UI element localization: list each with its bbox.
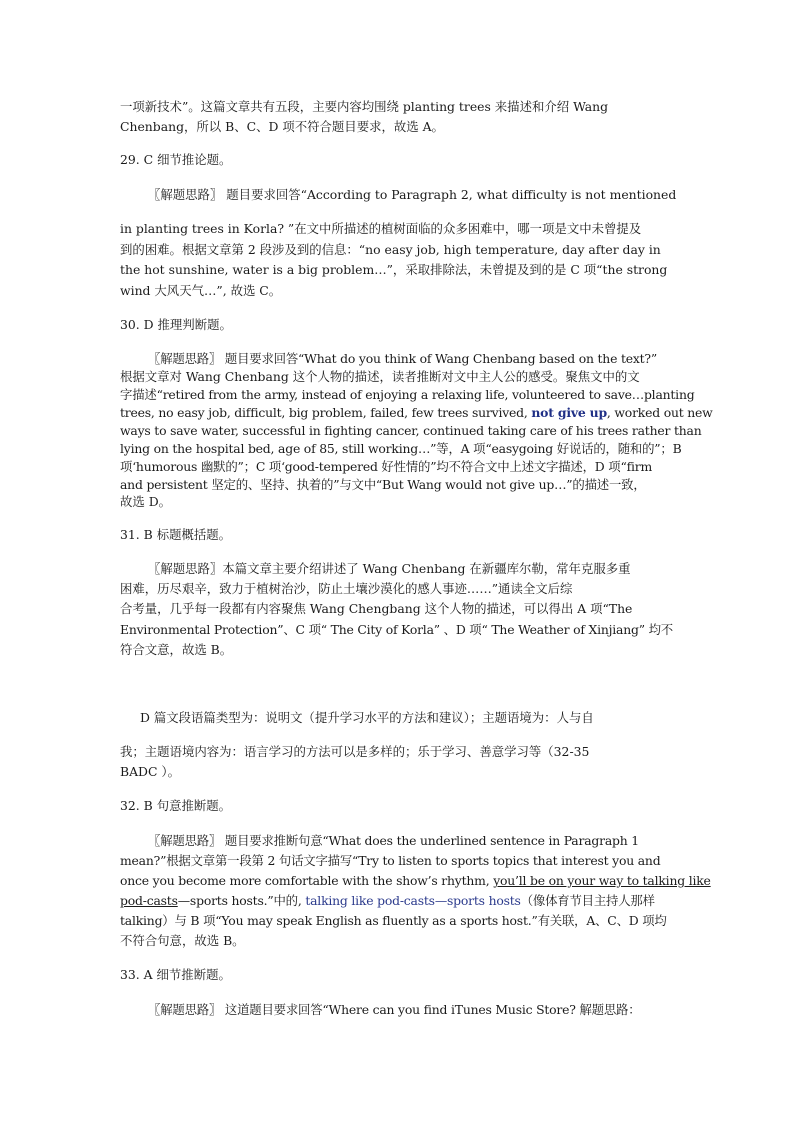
text-span: , worked out new [606,405,713,420]
text-span: —sports hosts.”中的, [177,893,306,908]
question-heading-33: 33. A 细节推断题。 [120,967,231,982]
highlighted-phrase: talking like pod-casts—sports hosts [305,893,521,908]
text-line: 〖解题思路〗本篇文章主要介绍讲述了 Wang Chenbang 在新疆库尔勒，常年克服多重 [148,561,631,576]
text-line: talking）与 B 项“You may speak English as fluently as a sports host.”有关联，A、C、D 项均 [120,913,667,928]
text-line: ways to save water, successful in fighting cancer, continued taking care of his trees rather than [120,423,702,438]
text-line: 故选 D。 [120,494,172,509]
question-heading-32: 32. B 句意推断题。 [120,798,232,813]
underlined-phrase: you’ll be on your way to talking like [493,873,711,888]
text-line: 不符合句意，故选 B。 [120,933,245,948]
text-line [120,403,713,423]
text-span: （像体育节目主持人那样 [520,893,655,908]
text-line: Environmental Protection”、C 项“ The City of Korla” 、D 项“ The Weather of Xinjiang” 均不 [120,622,673,637]
text-line: 到的困难。根据文章第 2 段涉及到的信息：“no easy job, high temperature, day after day in [120,242,661,257]
text-line: Chenbang，所以 B、C、D 项不符合题目要求，故选 A。 [120,119,444,134]
text-line: 〖解题思路〗 题目要求回答“What do you think of Wang Chenbang based on the text?” [148,351,658,366]
text-line: lying on the hospital bed, age of 85, still working…”等，A 项“easygoing 好说话的，随和的”；B [120,441,682,456]
text-line: 〖解题思路〗 这道题目要求回答“Where can you find iTunes Music Store? 解题思路： [148,1002,641,1017]
text-line: and persistent 坚定的、坚持、执着的”与文中“But Wang would not give up…”的描述一致， [120,477,646,492]
text-line: 〖解题思路〗 题目要求回答“According to Paragraph 2, what difficulty is not mentioned [148,187,677,202]
text-line [120,871,711,891]
text-line: 〖解题思路〗 题目要求推断句意“What does the underlined sentence in Paragraph 1 [148,833,639,848]
text-span: once you become more comfortable with the show’s rhythm, [120,873,494,888]
section-intro-line: D 篇文段语篇类型为：说明文（提升学习水平的方法和建议）；主题语境为：人与自 [140,710,594,725]
text-line: in planting trees in Korla? ”在文中所描述的植树面临的众多困难中，哪一项是文中未曾提及 [120,221,642,236]
text-line: wind 大风天气…”, 故选 C。 [120,283,282,298]
text-line: 困难，历尽艰辛，致力于植树治沙，防止土壤沙漠化的感人事迹……”通读全文后综 [120,581,573,596]
text-line: 合考量，几乎每一段都有内容聚焦 Wang Chengbang 这个人物的描述，可以得出 A 项“The [120,601,633,616]
underlined-phrase: pod-casts [120,893,178,908]
text-line: 一项新技术”。这篇文章共有五段，主要内容均围绕 planting trees 来描述和介绍 Wang [120,99,609,114]
text-line: 符合文意，故选 B。 [120,642,233,657]
text-line: 我；主题语境内容为：语言学习的方法可以是多样的；乐于学习、善意学习等（32-35 [120,744,590,759]
text-span: trees, no easy job, difficult, big problem, failed, few trees survived, [120,405,532,420]
text-line: 根据文章对 Wang Chenbang 这个人物的描述，读者推断对文中主人公的感受。聚焦文中的文 [120,369,640,384]
text-line [120,891,676,911]
question-heading-30: 30. D 推理判断题。 [120,317,232,332]
text-line: BADC ）。 [120,764,180,779]
bold-phrase: not give up [531,405,607,420]
question-heading-29: 29. C 细节推论题。 [120,152,232,167]
text-line: 字描述“retired from the army, instead of enjoying a relaxing life, volunteered to save…planting [120,387,695,402]
text-line: mean?”根据文章第一段第 2 句话文字描写“Try to listen to sports topics that interest you and [120,853,661,868]
text-line: 项‘humorous 幽默的”；C 项‘good-tempered 好性情的”均不符合文中上述文字描述，D 项“firm [120,459,653,474]
text-line: the hot sunshine, water is a big problem…”，采取排除法，未曾提及到的是 C 项“the strong [120,262,668,277]
question-heading-31: 31. B 标题概括题。 [120,527,232,542]
